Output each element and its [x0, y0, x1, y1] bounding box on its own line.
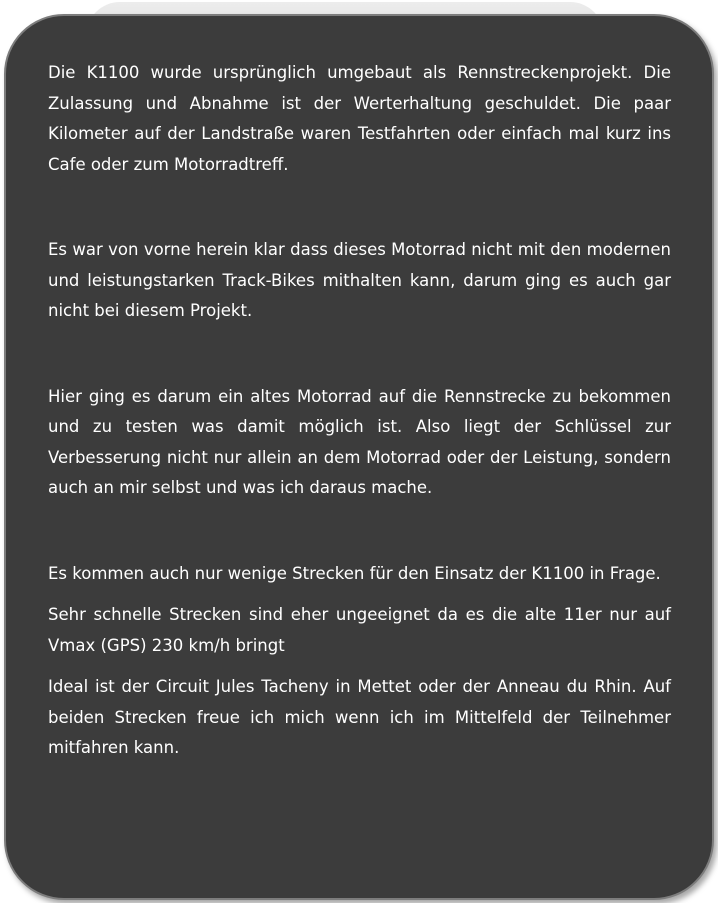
paragraph-ideal-tracks: Ideal ist der Circuit Jules Tacheny in Mettet oder der Anneau du Rhin. Auf beiden Strecken freue ich mich wenn ich im Mittelfeld der Teilnehmer mitfahren kann. — [48, 677, 671, 757]
paragraph-intro: Die K1100 wurde ursprünglich umgebaut als Rennstreckenprojekt. Die Zulassung und Abnahme ist der Werterhaltung geschuldet. Die paar Kilometer auf der Landstraße waren Testfahrten oder einfach mal kurz ins Cafe oder zum Motorradtreff. — [48, 63, 671, 174]
paragraph-tracks: Es kommen auch nur wenige Strecken für den Einsatz der K1100 in Frage. — [48, 563, 661, 583]
paragraph-fast-tracks: Sehr schnelle Strecken sind eher ungeeignet da es die alte 11er nur auf Vmax (GPS) 230 km/h bringt — [48, 605, 671, 655]
paragraph-goal: Hier ging es darum ein altes Motorrad auf die Rennstrecke zu bekommen und zu testen was damit möglich ist. Also liegt der Schlüssel zur Verbesserung nicht nur allein an dem Motorrad oder der Leistung, sondern auch an mir selbst und was ich daraus mache. — [48, 386, 671, 497]
panel-text — [48, 58, 671, 764]
paragraph-expectations: Es war von vorne herein klar dass dieses Motorrad nicht mit den modernen und leistungstarken Track-Bikes mithalten kann, darum ging es auch gar nicht bei diesem Projekt. — [48, 240, 671, 320]
